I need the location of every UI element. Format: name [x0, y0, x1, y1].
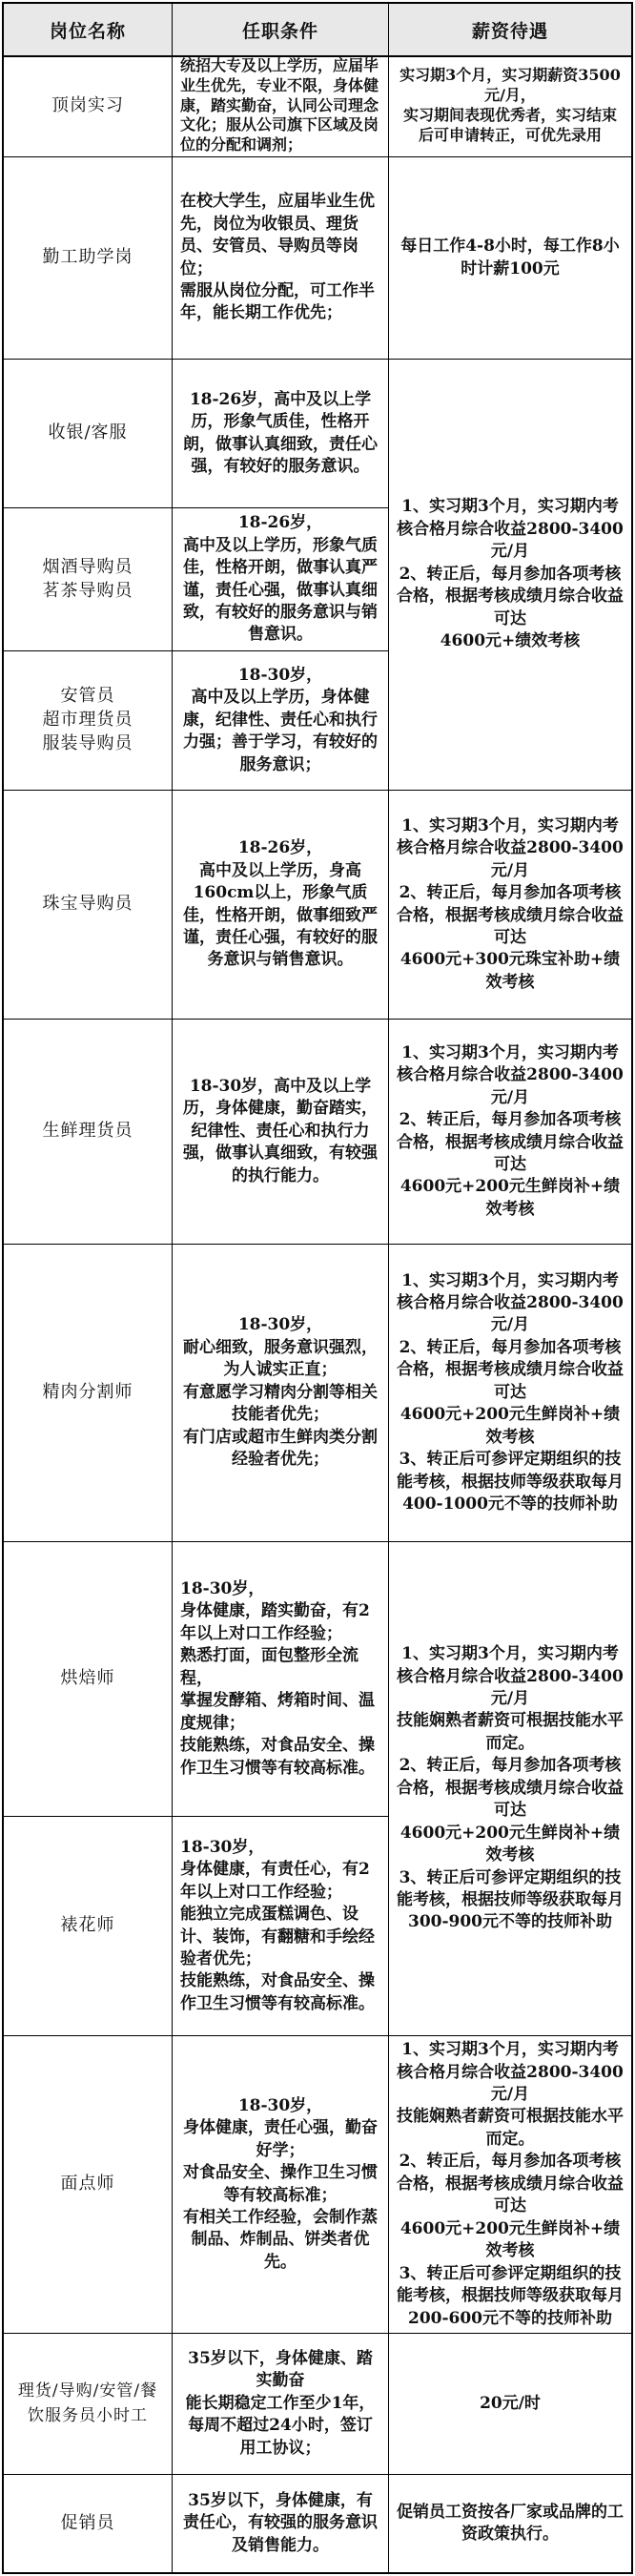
requirements-text: 18-30岁， 耐心细致，服务意识强烈，为人诚实正直； 有意愿学习精肉分割等相关技能者优先； 有门店或超市生鲜肉类分割经验者优先； — [183, 1315, 378, 1470]
salary-text: 1、实习期3个月，实习期内考核合格月综合收益2800-3400元/月 技能娴熟者薪资可根据技能水平而定。 2、转正后，每月参加各项考核合格，根据考核成绩月综合收益可达 4600元+200元生鲜岗补+绩效考核 3、转正后可参评定期组织的技能考核，根据技师等级获取每月200-600元不等的技师补助 — [397, 2040, 624, 2328]
requirements-text: 18-30岁，高中及以上学历，身体健康，勤奋踏实，纪律性、责任心和执行力强，做事认真细致，有较强的执行能力。 — [183, 1076, 378, 1185]
recruitment-table — [2, 2, 633, 2574]
position-name: 安管员 超市理货员 服装导购员 — [42, 686, 133, 753]
position-name: 烟酒导购员 茗茶导购员 — [42, 556, 133, 601]
position-name: 勤工助学岗 — [42, 247, 133, 268]
header-salary: 薪资待遇 — [471, 20, 548, 42]
salary-text: 1、实习期3个月，实习期内考核合格月综合收益2800-3400元/月 2、转正后，每月参加各项考核合格，根据考核成绩月综合收益可达 4600元+200元生鲜岗补+绩效考核 3、转正后可参评定期组织的技能考核，根据技师等级获取每月400-1000元不等的技师补助 — [397, 1270, 624, 1515]
requirements-text: 35岁以下，身体健康、踏实勤奋 能长期稳定工作至少1年，每周不超过24小时，签订用工协议； — [185, 2348, 376, 2458]
salary-text: 促销员工资按各厂家或品牌的工资政策执行。 — [397, 2502, 624, 2544]
salary-text-merged: 1、实习期3个月，实习期内考核合格月综合收益2800-3400元/月 2、转正后，每月参加各项考核合格，根据考核成绩月综合收益可达 4600元+绩效考核 — [397, 497, 624, 651]
position-name: 理货/导购/安管/餐饮服务员小时工 — [17, 2381, 158, 2425]
salary-text: 20元/时 — [480, 2393, 541, 2413]
position-name: 面点师 — [60, 2174, 115, 2195]
requirements-text: 18-30岁， 身体健康，踏实勤奋，有2年以上对口工作经验； 熟悉打面，面包整形全流程， 掌握发酵箱、烤箱时间、温度规律； 技能熟练，对食品安全、操作卫生习惯等有较高标准。 — [180, 1578, 375, 1778]
position-name: 促销员 — [60, 2512, 115, 2533]
requirements-text: 35岁以下，身体健康，有责任心，有较强的服务意识及销售能力。 — [183, 2490, 378, 2555]
requirements-text: 在校大学生，应届毕业生优先，岗位为收银员、理货员、安管员、导购员等岗位； 需服从岗位分配，可工作半年，能长期工作优先； — [180, 192, 375, 323]
requirements-text: 18-26岁， 高中及以上学历，形象气质佳，性格开朗，做事认真严谨，责任心强，做事认真细致，有较好的服务意识与销售意识。 — [183, 513, 378, 645]
requirements-text: 18-26岁，高中及以上学历，形象气质佳，性格开朗，做事认真细致，责任心强，有较好的服务意识。 — [183, 389, 378, 476]
position-name: 珠宝导购员 — [42, 894, 133, 915]
requirements-text: 18-26岁， 高中及以上学历，身高160cm以上，形象气质佳，性格开朗，做事细致严谨，责任心强，有较好的服务意识与销售意识。 — [183, 838, 378, 970]
salary-text-merged: 1、实习期3个月，实习期内考核合格月综合收益2800-3400元/月 技能娴熟者薪资可根据技能水平而定。 2、转正后，每月参加各项考核合格，根据考核成绩月综合收益可达 4600元+200元生鲜岗补+绩效考核 3、转正后可参评定期组织的技能考核，根据技师等级获取每月300-900元不等的技师补助 — [397, 1644, 624, 1932]
position-name: 烘焙师 — [60, 1668, 115, 1689]
header-position: 岗位名称 — [49, 20, 126, 42]
requirements-text: 18-30岁， 高中及以上学历，身体健康，纪律性、责任心和执行力强；善于学习，有较好的服务意识； — [183, 665, 378, 774]
table-header — [4, 4, 631, 57]
position-name: 顶岗实习 — [51, 94, 124, 115]
requirements-text: 18-30岁， 身体健康，有责任心，有2年以上对口工作经验； 能独立完成蛋糕调色、设计、装饰，有翻糖和手绘经验者优先； 技能熟练，对食品安全、操作卫生习惯等有较高标准。 — [180, 1837, 375, 2013]
requirements-text: 18-30岁， 身体健康，责任心强，勤奋好学； 对食品安全、操作卫生习惯等有较高标准； 有相关工作经验，会制作蒸制品、炸制品、饼类者优先。 — [183, 2095, 378, 2272]
header-requirements: 任职条件 — [241, 20, 318, 42]
position-name: 收银/客服 — [48, 422, 128, 443]
requirements-text: 统招大专及以上学历，应届毕业生优先，专业不限，身体健康，踏实勤奋，认同公司理念文化；服从公司旗下区域及岗位的分配和调剂； — [180, 56, 379, 155]
salary-text: 1、实习期3个月，实习期内考核合格月综合收益2800-3400元/月 2、转正后，每月参加各项考核合格，根据考核成绩月综合收益可达 4600元+200元生鲜岗补+绩效考核 — [397, 1042, 624, 1219]
salary-text: 1、实习期3个月，实习期内考核合格月综合收益2800-3400元/月 2、转正后，每月参加各项考核合格，根据考核成绩月综合收益可达 4600元+300元珠宝补助+绩效考核 — [397, 815, 624, 992]
salary-text: 每日工作4-8小时，每工作8小时计薪100元 — [400, 237, 620, 278]
position-name: 裱花师 — [60, 1915, 115, 1936]
position-name: 生鲜理货员 — [42, 1121, 133, 1142]
salary-text: 实习期3个月，实习期薪资3500元/月， 实习期间表现优秀者，实习结束后可申请转正，可优先录用 — [399, 66, 621, 144]
position-name: 精肉分割师 — [42, 1382, 133, 1403]
